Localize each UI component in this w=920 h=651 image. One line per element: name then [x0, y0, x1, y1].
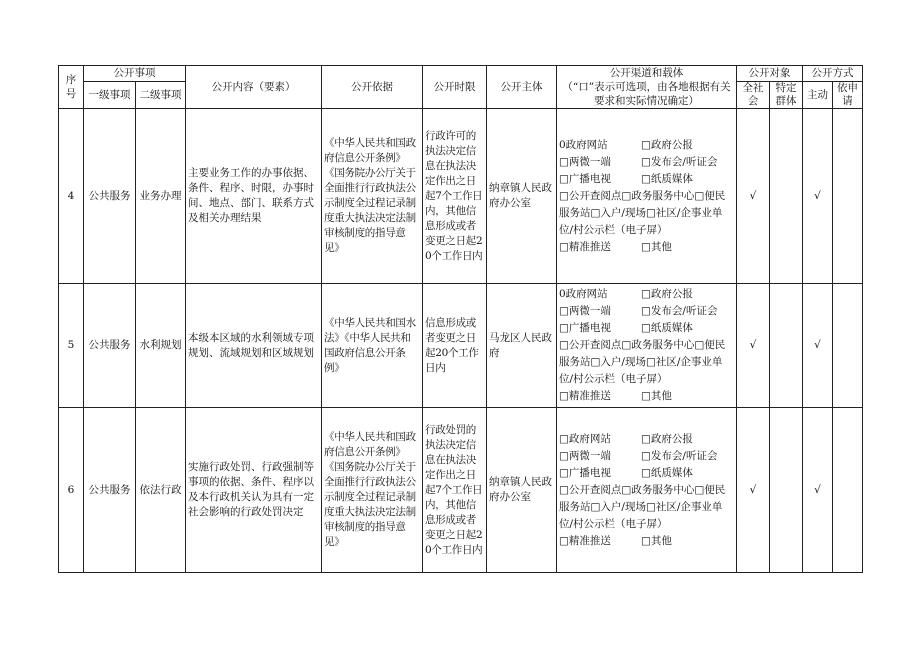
- row-basis: 《中华人民共和国水法》《中华人民共和国政府信息公开条例》: [322, 284, 423, 408]
- row-mode-active: √: [803, 408, 833, 573]
- channel-option: 0政府网站: [559, 138, 608, 151]
- header-level2: 二级事项: [136, 82, 186, 109]
- header-target-specific: 特定群体: [770, 82, 803, 109]
- table-body: [59, 109, 863, 573]
- row-subject: 纳章镇人民政府办公室: [487, 408, 557, 573]
- row-mode-active: √: [803, 284, 833, 408]
- channel-option: □其他: [641, 390, 672, 402]
- channel-line: [559, 388, 734, 405]
- header-target-all: 全社会: [737, 82, 770, 109]
- row-basis: 《中华人民共和国政府信息公开条例》《国务院办公厅关于全面推行行政执法公示制度全过程记录制度重大执法决定法制审核制度的指导意见》: [322, 109, 423, 284]
- channel-option: □发布会/听证会: [641, 449, 718, 462]
- channel-option: 0政府网站: [559, 288, 608, 300]
- channel-option: □广播电视: [559, 466, 611, 479]
- channel-line: [559, 154, 734, 171]
- row-target-specific: [770, 408, 803, 573]
- header-level1: 一级事项: [84, 82, 136, 109]
- row-channels: [557, 408, 737, 573]
- channel-line: [559, 431, 734, 448]
- channel-line: [559, 137, 734, 154]
- row-time-limit: 行政处罚的执法决定信息在执法决定作出之日起7个工作日内，其他信息形成或者变更之日起20个工作日内: [423, 408, 487, 573]
- channel-option: □两微一端: [559, 449, 611, 462]
- header-seq: 序号: [59, 66, 84, 109]
- row-target-specific: [770, 284, 803, 408]
- channel-line: [559, 448, 734, 465]
- row-basis: 《中华人民共和国政府信息公开条例》《国务院办公厅关于全面推行行政执法公示制度全过程记录制度重大执法决定法制审核制度的指导意见》: [322, 408, 423, 573]
- row-subject: 马龙区人民政府: [487, 284, 557, 408]
- row-subject: 纳章镇人民政府办公室: [487, 109, 557, 284]
- table-row: [59, 109, 863, 284]
- channel-option: □政府公报: [641, 432, 693, 445]
- table-row: [59, 284, 863, 408]
- row-content: 本级本区域的水利领域专项规划、流域规划和区域规划: [186, 284, 322, 408]
- row-time-limit: 信息形成或者变更之日起20个工作日内: [423, 284, 487, 408]
- channel-line: [559, 303, 734, 320]
- channel-option: □发布会/听证会: [641, 155, 718, 168]
- channel-option: □广播电视: [559, 172, 611, 185]
- channel-option: □纸质媒体: [641, 322, 693, 334]
- header-subject: 公开主体: [487, 66, 557, 109]
- channel-line: [559, 533, 734, 550]
- row-mode-active: √: [803, 109, 833, 284]
- channel-option: □政府公报: [641, 138, 693, 151]
- channel-option: □精准推送: [559, 240, 611, 253]
- channel-option: □广播电视: [559, 322, 611, 334]
- row-seq: 5: [59, 284, 84, 408]
- row-target-all: √: [737, 284, 770, 408]
- channel-line: □公开查阅点□政务服务中心□便民服务站□入户/现场□社区/企事业单位/村公示栏（电子屏）: [559, 483, 726, 530]
- channel-line: [559, 465, 734, 482]
- row-level2: 业务办理: [136, 109, 186, 284]
- channel-option: □纸质媒体: [641, 466, 693, 479]
- row-seq: 4: [59, 109, 84, 284]
- row-mode-request: [833, 284, 863, 408]
- header-channel-title: 公开渠道和载体: [609, 67, 684, 79]
- channel-line: [559, 286, 734, 303]
- row-channels: [557, 109, 737, 284]
- row-time-limit: 行政许可的执法决定信息在执法决定作出之日起7个工作日内，其他信息形成或者变更之日起20个工作日内: [423, 109, 487, 284]
- header-channels: [557, 66, 737, 109]
- channel-option: □政府公报: [641, 288, 693, 300]
- channel-option: □精准推送: [559, 390, 611, 402]
- row-mode-request: [833, 408, 863, 573]
- row-content: 主要业务工作的办事依据、条件、程序、时限，办事时间、地点、部门、联系方式及相关办理结果: [186, 109, 322, 284]
- row-target-all: √: [737, 408, 770, 573]
- row-level1: 公共服务: [84, 284, 136, 408]
- channel-line: [559, 320, 734, 337]
- header-time-limit: 公开时限: [423, 66, 487, 109]
- header-mode-request: 依申请: [833, 82, 863, 109]
- channel-option: □两微一端: [559, 305, 611, 317]
- header-mode-group: 公开方式: [803, 66, 863, 82]
- row-mode-request: [833, 109, 863, 284]
- table-row: [59, 408, 863, 573]
- header-channel-note: （“口”表示可选项，由各地根据有关要求和实际情况确定）: [562, 81, 731, 107]
- table-header: [59, 66, 863, 109]
- channel-line: □公开查阅点□政务服务中心□便民服务站□入户/现场□社区/企事业单位/村公示栏（电子屏）: [559, 189, 726, 236]
- header-target-group: 公开对象: [737, 66, 803, 82]
- channel-line: [559, 171, 734, 188]
- row-seq: 6: [59, 408, 84, 573]
- channel-option: □其他: [641, 240, 672, 253]
- header-basis: 公开依据: [322, 66, 423, 109]
- header-mode-active: 主动: [803, 82, 833, 109]
- disclosure-table: [58, 65, 863, 573]
- channel-option: □发布会/听证会: [641, 305, 718, 317]
- row-level1: 公共服务: [84, 109, 136, 284]
- row-channels: [557, 284, 737, 408]
- row-target-all: √: [737, 109, 770, 284]
- row-level2: 水利规划: [136, 284, 186, 408]
- channel-option: □政府网站: [559, 432, 611, 445]
- channel-option: □其他: [641, 534, 672, 547]
- channel-line: □公开查阅点□政务服务中心□便民服务站□入户/现场□社区/企事业单位/村公示栏（电子屏）: [559, 339, 726, 385]
- header-item-group: 公开事项: [84, 66, 186, 82]
- channel-option: □纸质媒体: [641, 172, 693, 185]
- header-content: 公开内容（要素）: [186, 66, 322, 109]
- row-level2: 依法行政: [136, 408, 186, 573]
- row-target-specific: [770, 109, 803, 284]
- channel-option: □两微一端: [559, 155, 611, 168]
- row-level1: 公共服务: [84, 408, 136, 573]
- channel-line: [559, 239, 734, 256]
- row-content: 实施行政处罚、行政强制等事项的依据、条件、程序以及本行政机关认为具有一定社会影响的行政处罚决定: [186, 408, 322, 573]
- channel-option: □精准推送: [559, 534, 611, 547]
